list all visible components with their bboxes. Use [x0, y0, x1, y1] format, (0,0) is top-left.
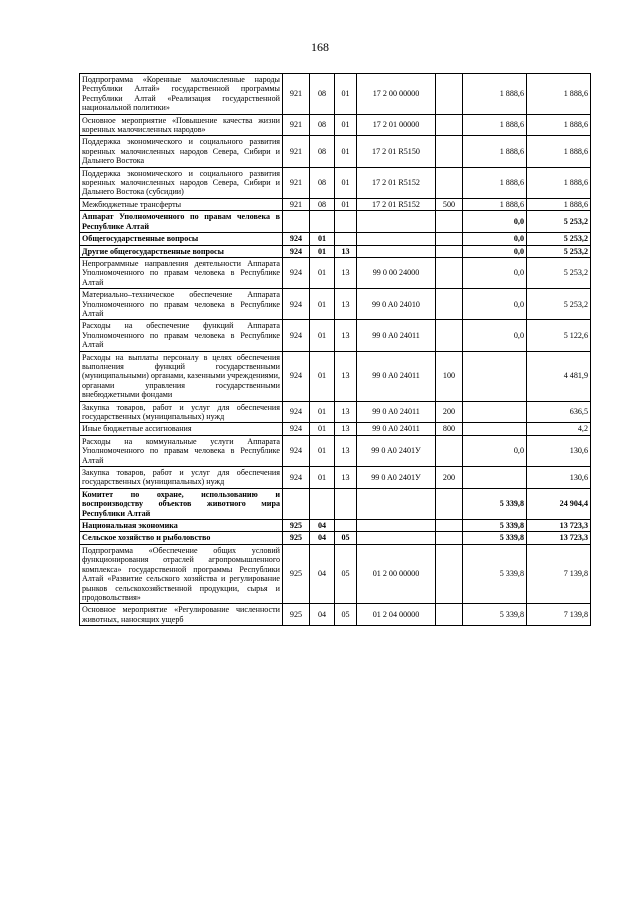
table-row: [80, 136, 591, 167]
amount-1-cell: [463, 423, 527, 435]
subsection-code-cell: 05: [335, 604, 357, 626]
table-row: [80, 257, 591, 288]
amount-1-cell: 5 339,8: [463, 488, 527, 519]
grbs-code-cell: 921: [283, 136, 310, 167]
row-name-cell: Основное мероприятие «Повышение качества жизни коренных малочисленных народов»: [80, 114, 283, 136]
amount-1-cell: 5 339,8: [463, 532, 527, 544]
target-article-cell: 17 2 00 00000: [357, 74, 436, 115]
row-name-cell: Национальная экономика: [80, 520, 283, 532]
target-article-cell: 99 0 A0 2401У: [357, 435, 436, 466]
amount-2-cell: 1 888,6: [527, 114, 591, 136]
expense-type-cell: 800: [436, 423, 463, 435]
amount-2-cell: 13 723,3: [527, 532, 591, 544]
target-article-cell: 17 2 01 00000: [357, 114, 436, 136]
subsection-code-cell: 13: [335, 289, 357, 320]
amount-1-cell: 5 339,8: [463, 544, 527, 603]
subsection-code-cell: 13: [335, 423, 357, 435]
amount-1-cell: 1 888,6: [463, 198, 527, 210]
section-code-cell: 01: [310, 289, 335, 320]
grbs-code-cell: 925: [283, 544, 310, 603]
table-row: [80, 167, 591, 198]
subsection-code-cell: [335, 520, 357, 532]
row-name-cell: Подпрограмма «Коренные малочисленные народы Республики Алтай» государственной программы Республики Алтай «Реализация государственной национальной политики»: [80, 74, 283, 115]
section-code-cell: 08: [310, 198, 335, 210]
target-article-cell: 99 0 A0 2401У: [357, 467, 436, 489]
amount-1-cell: [463, 351, 527, 401]
row-name-cell: Межбюджетные трансферты: [80, 198, 283, 210]
grbs-code-cell: 921: [283, 198, 310, 210]
grbs-code-cell: 924: [283, 423, 310, 435]
row-name-cell: Расходы на обеспечение функций Аппарата Уполномоченного по правам человека в Республике Алтай: [80, 320, 283, 351]
amount-2-cell: 24 904,4: [527, 488, 591, 519]
amount-1-cell: 5 339,8: [463, 520, 527, 532]
grbs-code-cell: 925: [283, 604, 310, 626]
grbs-code-cell: 921: [283, 167, 310, 198]
subsection-code-cell: 05: [335, 544, 357, 603]
amount-1-cell: 0,0: [463, 435, 527, 466]
subsection-code-cell: 01: [335, 114, 357, 136]
subsection-code-cell: 01: [335, 74, 357, 115]
amount-2-cell: 636,5: [527, 401, 591, 423]
amount-2-cell: 4 481,9: [527, 351, 591, 401]
grbs-code-cell: 924: [283, 245, 310, 257]
amount-1-cell: 1 888,6: [463, 136, 527, 167]
budget-table: [79, 73, 591, 626]
expense-type-cell: [436, 544, 463, 603]
subsection-code-cell: [335, 211, 357, 233]
target-article-cell: 99 0 A0 24011: [357, 401, 436, 423]
subsection-code-cell: 13: [335, 320, 357, 351]
expense-type-cell: 100: [436, 351, 463, 401]
expense-type-cell: [436, 289, 463, 320]
target-article-cell: 99 0 00 24000: [357, 257, 436, 288]
amount-1-cell: 0,0: [463, 320, 527, 351]
subsection-code-cell: 13: [335, 245, 357, 257]
row-name-cell: Непрограммные направления деятельности Аппарата Уполномоченного по правам человека в Республике Алтай: [80, 257, 283, 288]
amount-1-cell: 1 888,6: [463, 74, 527, 115]
expense-type-cell: [436, 488, 463, 519]
expense-type-cell: [436, 114, 463, 136]
expense-type-cell: [436, 257, 463, 288]
section-code-cell: 04: [310, 544, 335, 603]
grbs-code-cell: 921: [283, 74, 310, 115]
expense-type-cell: [436, 167, 463, 198]
page-number: 168: [311, 40, 329, 54]
expense-type-cell: [436, 520, 463, 532]
section-code-cell: [310, 488, 335, 519]
amount-1-cell: 5 339,8: [463, 604, 527, 626]
expense-type-cell: 200: [436, 401, 463, 423]
expense-type-cell: 200: [436, 467, 463, 489]
row-name-cell: Закупка товаров, работ и услуг для обеспечения государственных (муниципальных) нужд: [80, 467, 283, 489]
amount-2-cell: 5 253,2: [527, 289, 591, 320]
grbs-code-cell: 925: [283, 520, 310, 532]
subsection-code-cell: 13: [335, 467, 357, 489]
subsection-code-cell: [335, 233, 357, 245]
amount-1-cell: 0,0: [463, 233, 527, 245]
row-name-cell: Другие общегосударственные вопросы: [80, 245, 283, 257]
subsection-code-cell: 01: [335, 167, 357, 198]
target-article-cell: [357, 211, 436, 233]
target-article-cell: 17 2 01 R5152: [357, 198, 436, 210]
amount-2-cell: 1 888,6: [527, 136, 591, 167]
table-row: [80, 488, 591, 519]
table-row: [80, 320, 591, 351]
row-name-cell: Закупка товаров, работ и услуг для обеспечения государственных (муниципальных) нужд: [80, 401, 283, 423]
row-name-cell: Комитет по охране, использованию и воспроизводству объектов животного мира Республики Алтай: [80, 488, 283, 519]
grbs-code-cell: [283, 211, 310, 233]
amount-2-cell: 130,6: [527, 435, 591, 466]
expense-type-cell: [436, 211, 463, 233]
row-name-cell: Поддержка экономического и социального развития коренных малочисленных народов Севера, Сибири и Дальнего Востока: [80, 136, 283, 167]
subsection-code-cell: 13: [335, 435, 357, 466]
table-row: [80, 114, 591, 136]
amount-1-cell: 1 888,6: [463, 114, 527, 136]
section-code-cell: [310, 211, 335, 233]
subsection-code-cell: 01: [335, 136, 357, 167]
amount-2-cell: 1 888,6: [527, 198, 591, 210]
expense-type-cell: [436, 532, 463, 544]
table-row: [80, 211, 591, 233]
grbs-code-cell: [283, 488, 310, 519]
amount-1-cell: 0,0: [463, 289, 527, 320]
expense-type-cell: [436, 136, 463, 167]
row-name-cell: Аппарат Уполномоченного по правам человека в Республике Алтай: [80, 211, 283, 233]
section-code-cell: 04: [310, 532, 335, 544]
grbs-code-cell: 921: [283, 114, 310, 136]
table-row: [80, 401, 591, 423]
row-name-cell: Поддержка экономического и социального развития коренных малочисленных народов Севера, Сибири и Дальнего Востока (субсидии): [80, 167, 283, 198]
grbs-code-cell: 924: [283, 320, 310, 351]
amount-2-cell: 7 139,8: [527, 544, 591, 603]
table-row: [80, 423, 591, 435]
subsection-code-cell: 13: [335, 257, 357, 288]
target-article-cell: 01 2 04 00000: [357, 604, 436, 626]
amount-2-cell: 4,2: [527, 423, 591, 435]
amount-2-cell: 130,6: [527, 467, 591, 489]
section-code-cell: 08: [310, 114, 335, 136]
target-article-cell: [357, 233, 436, 245]
amount-2-cell: 1 888,6: [527, 74, 591, 115]
table-body: [80, 74, 591, 626]
amount-1-cell: 1 888,6: [463, 167, 527, 198]
target-article-cell: [357, 520, 436, 532]
amount-2-cell: 5 253,2: [527, 245, 591, 257]
target-article-cell: 17 2 01 R5150: [357, 136, 436, 167]
row-name-cell: Расходы на выплаты персоналу в целях обеспечения выполнения функций государственными (муниципальными) органами, казенными учреждениями, органами управления государственными внебюджетными фондами: [80, 351, 283, 401]
expense-type-cell: [436, 320, 463, 351]
row-name-cell: Общегосударственные вопросы: [80, 233, 283, 245]
amount-2-cell: 13 723,3: [527, 520, 591, 532]
subsection-code-cell: 01: [335, 198, 357, 210]
grbs-code-cell: 924: [283, 467, 310, 489]
amount-1-cell: [463, 401, 527, 423]
section-code-cell: 01: [310, 320, 335, 351]
table-row: [80, 233, 591, 245]
amount-2-cell: 5 122,6: [527, 320, 591, 351]
section-code-cell: 08: [310, 74, 335, 115]
section-code-cell: 01: [310, 467, 335, 489]
amount-2-cell: 5 253,2: [527, 257, 591, 288]
row-name-cell: Иные бюджетные ассигнования: [80, 423, 283, 435]
table-row: [80, 604, 591, 626]
subsection-code-cell: 13: [335, 401, 357, 423]
subsection-code-cell: 05: [335, 532, 357, 544]
table-row: [80, 532, 591, 544]
expense-type-cell: [436, 74, 463, 115]
section-code-cell: 01: [310, 233, 335, 245]
target-article-cell: 99 0 A0 24011: [357, 351, 436, 401]
amount-1-cell: 0,0: [463, 257, 527, 288]
expense-type-cell: [436, 245, 463, 257]
section-code-cell: 04: [310, 520, 335, 532]
grbs-code-cell: 924: [283, 435, 310, 466]
section-code-cell: 01: [310, 435, 335, 466]
grbs-code-cell: 924: [283, 351, 310, 401]
target-article-cell: 99 0 A0 24011: [357, 320, 436, 351]
grbs-code-cell: 925: [283, 532, 310, 544]
expense-type-cell: 500: [436, 198, 463, 210]
grbs-code-cell: 924: [283, 401, 310, 423]
row-name-cell: Подпрограмма «Обеспечение общих условий функционирования отраслей агропромышленного комплекса» государственной программы Республики Алтай «Развитие сельского хозяйства и регулирование рынков сельскохозяйственной продукции, сырья и продовольствия»: [80, 544, 283, 603]
table-row: [80, 245, 591, 257]
table-row: [80, 198, 591, 210]
target-article-cell: 99 0 A0 24010: [357, 289, 436, 320]
row-name-cell: Основное мероприятие «Регулирование численности животных, наносящих ущерб: [80, 604, 283, 626]
table-row: [80, 520, 591, 532]
amount-1-cell: [463, 467, 527, 489]
table-row: [80, 74, 591, 115]
row-name-cell: Сельское хозяйство и рыболовство: [80, 532, 283, 544]
section-code-cell: 04: [310, 604, 335, 626]
section-code-cell: 01: [310, 423, 335, 435]
row-name-cell: Материально–техническое обеспечение Аппарата Уполномоченного по правам человека в Республике Алтай: [80, 289, 283, 320]
expense-type-cell: [436, 604, 463, 626]
amount-1-cell: 0,0: [463, 245, 527, 257]
section-code-cell: 08: [310, 167, 335, 198]
section-code-cell: 01: [310, 401, 335, 423]
table-row: [80, 544, 591, 603]
section-code-cell: 01: [310, 351, 335, 401]
target-article-cell: [357, 245, 436, 257]
amount-2-cell: 5 253,2: [527, 211, 591, 233]
amount-2-cell: 5 253,2: [527, 233, 591, 245]
target-article-cell: 17 2 01 R5152: [357, 167, 436, 198]
table-row: [80, 435, 591, 466]
target-article-cell: [357, 488, 436, 519]
grbs-code-cell: 924: [283, 289, 310, 320]
expense-type-cell: [436, 233, 463, 245]
section-code-cell: 01: [310, 257, 335, 288]
section-code-cell: 08: [310, 136, 335, 167]
table-row: [80, 289, 591, 320]
grbs-code-cell: 924: [283, 257, 310, 288]
target-article-cell: 01 2 00 00000: [357, 544, 436, 603]
amount-2-cell: 1 888,6: [527, 167, 591, 198]
subsection-code-cell: 13: [335, 351, 357, 401]
amount-2-cell: 7 139,8: [527, 604, 591, 626]
row-name-cell: Расходы на коммунальные услуги Аппарата Уполномоченного по правам человека в Республике Алтай: [80, 435, 283, 466]
grbs-code-cell: 924: [283, 233, 310, 245]
amount-1-cell: 0,0: [463, 211, 527, 233]
target-article-cell: 99 0 A0 24011: [357, 423, 436, 435]
table-row: [80, 467, 591, 489]
target-article-cell: [357, 532, 436, 544]
section-code-cell: 01: [310, 245, 335, 257]
subsection-code-cell: [335, 488, 357, 519]
table-row: [80, 351, 591, 401]
expense-type-cell: [436, 435, 463, 466]
